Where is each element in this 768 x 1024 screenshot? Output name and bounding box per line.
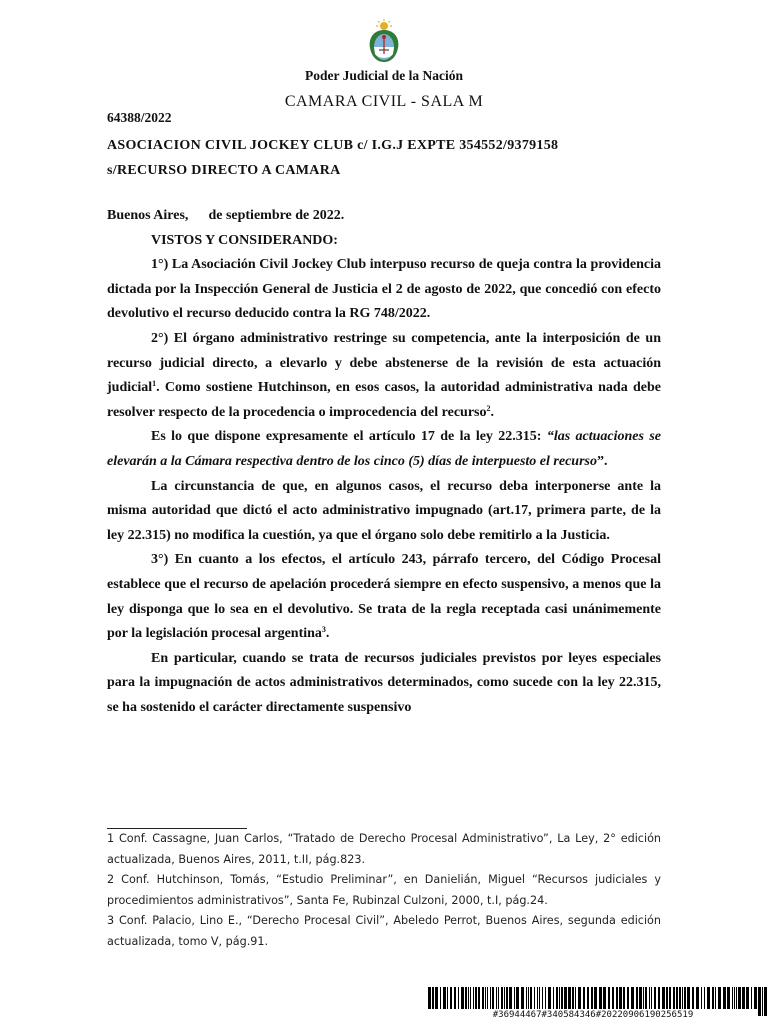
footnotes [107,829,661,952]
paragraph-2-text-b: . Como sostiene Hutchinson, en esos casos, la autoridad administrativa nada debe resolver respecto de la procedencia o improcedencia del recurso [107,380,661,420]
chamber-name: CAMARA CIVIL - SALA M [284,93,484,110]
paragraph-3-lead: Es lo que dispone expresamente el artículo 17 de la ley 22.315: [151,429,547,445]
footnote-ref-1: 1 [152,379,157,389]
footnote-2: 2 Conf. Hutchinson, Tomás, “Estudio Preliminar”, en Danielián, Miguel “Recursos judiciales y procedimientos administrativos”, Santa Fe, Rubinzal Culzoni, 2000, t.I, pág.24. [107,873,661,907]
paragraph-5 [107,548,661,646]
paragraph-3 [107,425,661,474]
date-place: Buenos Aires, [107,208,189,223]
coat-of-arms-icon [360,18,408,66]
date-rest: de septiembre de 2022. [208,208,345,223]
paragraph-3-quote: “las actuaciones se elevarán a la Cámara respectiva dentro de los cinco (5) días de interpuesto el recurso [107,429,661,469]
case-title-line2: s/RECURSO DIRECTO A CAMARA [107,163,341,178]
paragraph-1: 1°) La Asociación Civil Jockey Club interpuso recurso de queja contra la providencia dictada por la Inspección General de Justicia el 2 de agosto de 2022, que concedió con efecto devolutivo el recurso deducido contra la RG 748/2022. [107,257,661,322]
footnote-1: 1 Conf. Cassagne, Juan Carlos, “Tratado de Derecho Procesal Administrativo”, La Ley, 2° edición actualizada, Buenos Aires, 2011, t.II, pág.823. [107,832,661,866]
barcode-text: #36944467#340584346#20220906190256519 [428,1009,758,1021]
footnote-ref-3: 3 [321,625,326,635]
case-title-line1: ASOCIACION CIVIL JOCKEY CLUB c/ I.G.J EXPTE 354552/9379158 [107,138,559,153]
paragraph-6: En particular, cuando se trata de recursos judiciales previstos por leyes especiales para la impugnación de actos administrativos determinados, como sucede con la ley 22.315, se ha sostenido el carácter directamente suspensivo [107,650,661,715]
paragraph-3-close: ”. [596,453,608,469]
paragraph-2-text-c: . [490,404,494,420]
paragraph-5-text-b: . [325,626,330,642]
paragraph-2 [107,327,661,425]
footnote-3: 3 Conf. Palacio, Lino E., “Derecho Procesal Civil”, Abeledo Perrot, Buenos Aires, segunda edición actualizada, tomo V, pág.91. [107,914,661,948]
case-title [107,133,661,183]
paragraph-2-text-a: 2°) El órgano administrativo restringe su competencia, ante la interposición de un recurso judicial directo, a elevarlo y debe abstenerse de la revisión de esta actuación judicial [107,330,661,396]
paragraph-4: La circunstancia de que, en algunos casos, el recurso deba interponerse ante la misma autoridad que dictó el acto administrativo impugnado (art.17, primera parte, de la ley 22.315) no modifica la cuestión, ya que el órgano solo debe remitirlo a la Justicia. [107,478,661,543]
document-body [107,204,661,720]
section-heading: VISTOS Y CONSIDERANDO: [151,232,338,248]
case-number: 64388/2022 [107,110,172,125]
date-line [107,204,661,229]
paragraph-5-text-a: 3°) En cuanto a los efectos, el artículo 243, párrafo tercero, del Código Procesal establece que el recurso de apelación procederá siempre en efecto suspensivo, a menos que la ley disponga que lo sea en el devolutivo. Se trata de la regla receptada casi unánimemente por la legislación procesal argentina [107,552,661,642]
footnote-ref-2: 2 [486,403,491,413]
court-name: Poder Judicial de la Nación [304,68,463,83]
